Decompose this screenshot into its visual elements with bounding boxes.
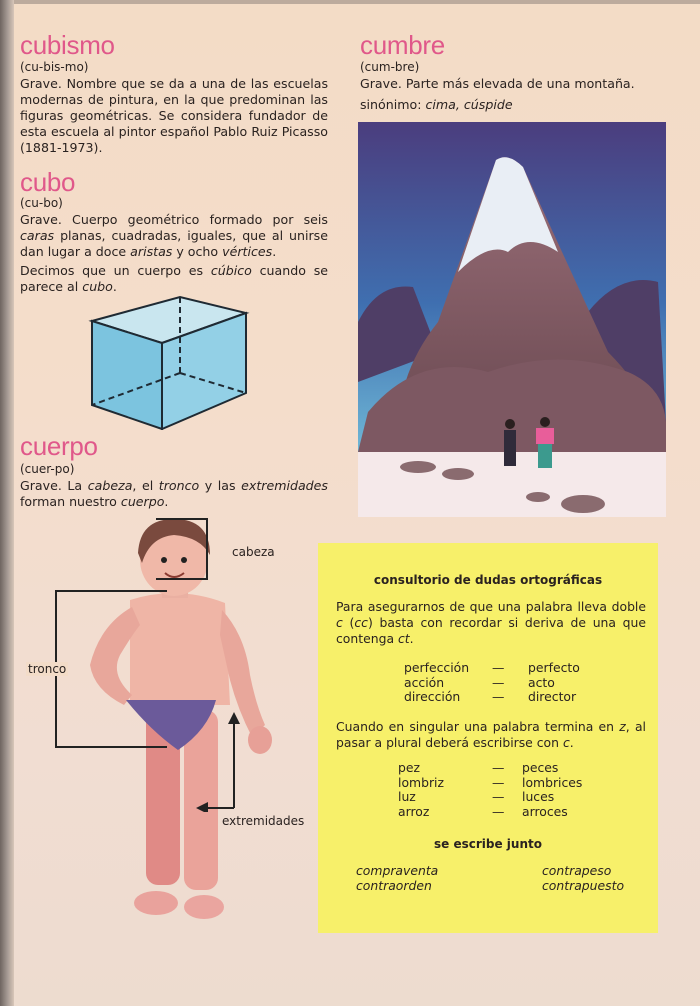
term-caras: caras: [20, 228, 55, 243]
text: ct: [397, 631, 410, 646]
text: , el: [132, 478, 159, 493]
pair-right: luces: [522, 789, 555, 804]
headword-cubo: cubo: [20, 167, 76, 197]
label-extremidades: extremidades: [222, 814, 305, 828]
spelling-tips-box: [318, 543, 658, 933]
term-cuerpo: cuerpo: [120, 494, 165, 509]
pair-dash: —: [492, 774, 505, 790]
text: c: [336, 615, 343, 630]
text: .: [569, 735, 574, 750]
text: ) basta con recordar si deriva de una que contenga: [336, 615, 646, 646]
bracket-tronco: [55, 590, 167, 748]
pair-row: [404, 661, 580, 676]
text: , al pasar a plural deberá escribirse con: [336, 719, 646, 750]
syllables-cubismo: (cu-bis-mo): [20, 60, 89, 74]
page-top-edge: [0, 0, 700, 4]
text: .: [272, 244, 277, 259]
text: Para asegurarnos de que una palabra lleva doble: [336, 599, 646, 614]
pairs-cc-ct: [404, 661, 580, 705]
text: Grave. La: [20, 478, 88, 493]
pair-dash: —: [492, 803, 505, 819]
text: Decimos que un cuerpo es: [20, 263, 211, 278]
pair-left: pez: [398, 760, 420, 775]
text: Grave. Cuerpo geométrico formado por seis: [20, 212, 328, 227]
syllables-cumbre: (cum-bre): [360, 60, 420, 74]
definition-cumbre: Grave. Parte más elevada de una montaña.: [360, 76, 635, 91]
box-title: consultorio de dudas ortográficas: [373, 573, 603, 587]
syllables-cuerpo: (cuer-po): [20, 462, 75, 476]
term-cubico: cúbico: [210, 263, 252, 278]
cube-illustration: [88, 295, 250, 430]
pair-row: [398, 761, 582, 776]
pair-row: [404, 676, 580, 691]
synonyms-cumbre: [360, 97, 670, 113]
junto-word: compraventa: [356, 863, 439, 878]
pair-left: perfección: [404, 660, 470, 675]
definition-cubismo: Grave. Nombre que se da a una de las escuelas modernas de pintura, en la que predominan las figuras geométricas. Se considera fundador de esta escuela al pintor español Pablo Ruiz Picasso (1881-1973).: [20, 76, 328, 155]
example-cubo: [20, 263, 328, 295]
junto-word: contrapeso: [542, 863, 612, 878]
headword-cubismo: cubismo: [20, 30, 115, 60]
text: cuando se parece al: [20, 263, 329, 294]
pair-left: luz: [398, 789, 416, 804]
junto-right-list: [542, 863, 624, 893]
text: cc: [354, 615, 368, 630]
pair-right: acto: [528, 674, 555, 690]
headword-cuerpo: cuerpo: [20, 431, 98, 461]
synonym-label: sinónimo:: [360, 97, 426, 112]
term-vertices: vértices: [222, 244, 273, 259]
synonym-list: cima, cúspide: [425, 97, 513, 112]
junto-word: contrapuesto: [542, 878, 625, 893]
pair-right: perfecto: [528, 660, 580, 675]
pair-row: [404, 690, 580, 705]
pair-right: arroces: [522, 803, 568, 819]
text: y las: [199, 478, 242, 493]
pair-right: director: [528, 689, 577, 704]
text: planas, cuadradas, iguales, que al unirse dan lugar a doce: [20, 228, 328, 259]
label-cabeza: cabeza: [232, 545, 275, 559]
text: c: [562, 735, 570, 750]
text: forman nuestro: [20, 494, 121, 509]
pairs-z-c: [398, 761, 582, 819]
term-aristas: aristas: [130, 244, 173, 259]
mountain-summit-illustration: [358, 122, 666, 517]
book-spine-shadow: [0, 0, 14, 1006]
arrow-extremidades: [196, 712, 246, 812]
rule-z-to-c: [336, 719, 646, 751]
term-cubo: cubo: [82, 279, 113, 294]
text: z: [619, 719, 626, 734]
syllables-cubo: (cu-bo): [20, 196, 63, 210]
pair-row: [398, 805, 582, 820]
pair-dash: —: [492, 789, 505, 804]
pair-left: dirección: [404, 689, 461, 704]
pair-left: arroz: [398, 803, 430, 819]
junto-title: se escribe junto: [434, 837, 542, 851]
pair-dash: —: [492, 674, 505, 690]
pair-row: [398, 776, 582, 791]
headword-cumbre: cumbre: [360, 30, 445, 60]
label-tronco: tronco: [28, 662, 67, 676]
term-cabeza: cabeza: [87, 478, 133, 493]
pair-right: lombrices: [522, 774, 583, 790]
junto-left-list: [356, 863, 438, 893]
text: (: [342, 615, 355, 630]
junto-word: contraorden: [356, 878, 432, 893]
rule-double-c: [336, 599, 646, 647]
bracket-cabeza: [156, 518, 208, 580]
text: .: [112, 279, 117, 294]
pair-dash: —: [492, 660, 505, 675]
term-tronco: tronco: [158, 478, 200, 493]
pair-left: lombriz: [398, 774, 444, 790]
pair-left: acción: [404, 674, 445, 690]
text: .: [409, 631, 414, 646]
pair-row: [398, 790, 582, 805]
definition-cuerpo: [20, 478, 328, 510]
term-extremidades: extremidades: [241, 478, 328, 493]
pair-right: peces: [522, 760, 559, 775]
text: y ocho: [172, 244, 223, 259]
pair-dash: —: [492, 760, 505, 775]
text: Cuando en singular una palabra termina en: [336, 719, 620, 734]
definition-cubo: [20, 212, 328, 260]
pair-dash: —: [492, 689, 505, 704]
text: .: [164, 494, 169, 509]
